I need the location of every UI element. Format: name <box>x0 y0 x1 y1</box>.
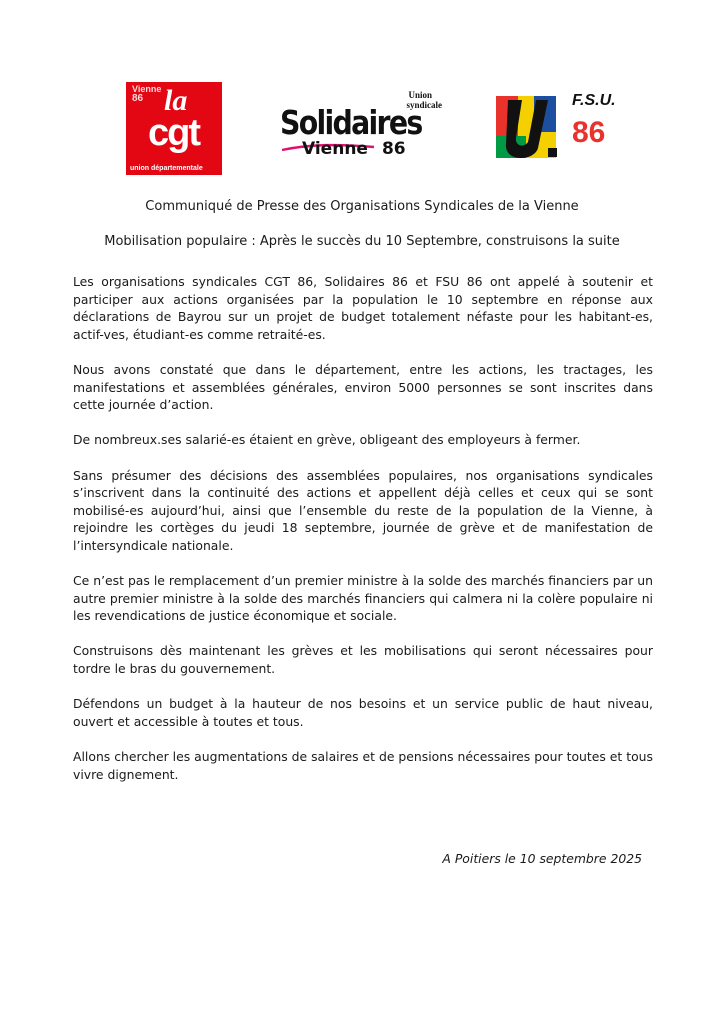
body-paragraph: Allons chercher les augmentations de salaires et de pensions nécessaires pour toutes et tous vivre dignement. <box>73 749 653 782</box>
cgt-logo-la: la <box>164 84 188 117</box>
document-subtitle: Mobilisation populaire : Après le succès du 10 Septembre, construisons la suite <box>104 234 620 249</box>
solidaires-logo-region <box>302 140 406 158</box>
cgt-logo-dept: Vienne <box>132 84 162 94</box>
solidaires-region-number: 86 <box>381 139 406 159</box>
solidaires-logo <box>280 90 448 170</box>
fsu-logo <box>494 90 624 168</box>
fsu-logo-letters: F.S.U. <box>572 92 616 109</box>
body-paragraph: Sans présumer des décisions des assemblées populaires, nos organisations syndicales s’inscrivent dans la continuité des actions et appellent déjà celles et ceux qui se sont mobilisé-es aujourd’hui, ainsi que l’ensemble du reste de la population de la Vienne, à rejoindre les cortèges du jeudi 18 septembre, journée de grève et de manifestation de l’intersyndicale nationale. <box>73 467 653 553</box>
fsu-logo-number: 86 <box>572 116 606 149</box>
solidaires-region-name: Vienne <box>302 139 368 159</box>
solidaires-union-line1: Union <box>408 90 432 100</box>
cgt-logo-wordmark: cgt <box>148 112 199 154</box>
cgt-logo-number: 86 <box>132 93 144 104</box>
document-body <box>73 273 653 801</box>
fsu-u-mark-icon <box>494 90 570 166</box>
solidaires-union-line2: syndicale <box>406 100 442 110</box>
signature-date: A Poitiers le 10 septembre 2025 <box>442 851 642 866</box>
body-paragraph: Les organisations syndicales CGT 86, Solidaires 86 et FSU 86 ont appelé à soutenir et participer aux actions organisées par la population le 10 septembre en réponse aux déclarations de Bayrou sur un projet de budget totalement néfaste pour les habitant-es, actif-ves, étudiant-es comme retraité-es. <box>73 274 653 342</box>
logo-row <box>0 80 724 180</box>
body-paragraph: Construisons dès maintenant les grèves et les mobilisations qui seront nécessaires pour tordre le bras du gouvernement. <box>73 643 653 677</box>
body-paragraph: De nombreux.ses salarié-es étaient en grève, obligeant des employeurs à fermer. <box>73 432 581 448</box>
body-paragraph: Nous avons constaté que dans le département, entre les actions, les tractages, les manifestations et assemblées générales, environ 5000 personnes se sont inscrites dans cette journée d’action. <box>73 361 653 413</box>
cgt-logo <box>126 82 222 175</box>
cgt-logo-subtitle: union départementale <box>130 165 203 172</box>
solidaires-logo-wordmark: Solidaires <box>280 103 422 142</box>
document-title: Communiqué de Presse des Organisations Syndicales de la Vienne <box>145 199 579 214</box>
body-paragraph: Ce n’est pas le remplacement d’un premier ministre à la solde des marchés financiers par un autre premier ministre à la solde des marchés financiers qui calmera ni la colère populaire ni les revendications de justice économique et sociale. <box>73 573 653 624</box>
body-paragraph: Défendons un budget à la hauteur de nos besoins et un service public de haut niveau, ouvert et accessible à toutes et tous. <box>73 696 653 729</box>
